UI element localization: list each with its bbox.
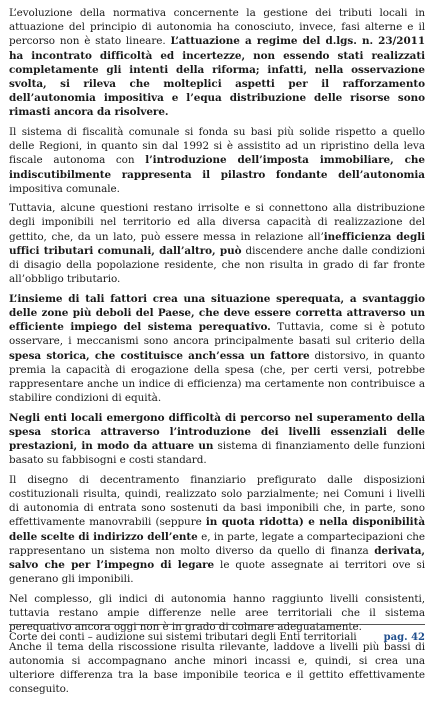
- page-number: pag. 42: [383, 632, 425, 643]
- text-run: e, in parte, legate a compartecipazioni che rappresentano un sistema non molto diverso da quello di finanza: [9, 530, 425, 557]
- paragraph: [9, 125, 425, 196]
- body-text: [9, 6, 425, 702]
- text-run: Nel complesso, gli indici di autonomia hanno raggiunto livelli consistenti, tuttavia restano ampie differenze nelle aree territoriali che il sistema perequativo ancora oggi non è in grado di colmare adeguatamente.: [9, 592, 425, 634]
- bold-text: in quota ridotta) e nella disponibilità delle scelte di indirizzo dell’ente: [9, 516, 425, 543]
- bold-text: inefficienza degli uffici tributari comunali, dall’altro, può: [9, 230, 425, 257]
- paragraph: [9, 640, 425, 697]
- text-run: L’evoluzione della normativa concernente la gestione dei tributi locali in attuazione del principio di autonomia ha conosciuto, invece, fasi alterne e il percorso non è stato lineare.: [9, 7, 425, 48]
- text-run: Il sistema di fiscalità comunale si fonda su basi più solide rispetto a quello delle Regioni, in quanto sin dal 1992 si è assistito ad un ripristino della leva fiscale autonoma con: [9, 125, 425, 167]
- text-run: distorsivo, in quanto premia la capacità di erogazione della spesa (che, per certi versi, potrebbe rappresentare anche un indice di efficienza) ma certamente non contribuisce a stabilire condizioni di equità.: [9, 349, 425, 405]
- bold-text: L’attuazione a regime del d.lgs. n. 23/2011 ha incontrato difficoltà ed incertezze, non essendo stati realizzati completamente gli intenti della riforma; infatti, nella osservazione svolta, si rileva che molteplici aspetti per il rafforzamento dell’autonomia impositiva e l’equa distribuzione delle risorse sono rimasti ancora da risolvere.: [9, 35, 426, 119]
- paragraph: [9, 411, 425, 468]
- text-run: Il disegno di decentramento finanziario prefigurato dalle disposizioni costituzionali risulta, quindi, realizzato solo parzialmente; nei Comuni i livelli di autonomia di entrata sono sostenuti da basi imponibili che, in parte, sono effettivamente manovrabili (seppure: [9, 473, 425, 529]
- bold-text: Negli enti locali emergono difficoltà di percorso nel superamento della spesa storica attraverso l’introduzione dei livelli essenziali delle prestazioni, in modo da attuare un: [9, 411, 425, 453]
- text-run: Tuttavia, alcune questioni restano irrisolte e si connettono alla distribuzione degli imponibili nel territorio ed alla diversa capacità di realizzazione del gettito, che, da un lato, può essere messa in relazione all’: [9, 202, 425, 243]
- paragraph: [9, 292, 425, 406]
- text-run: impositiva comunale.: [9, 182, 120, 195]
- bold-text: spesa storica, che costituisce anch’essa un fattore: [9, 349, 310, 362]
- bold-text: derivata, salvo che per l’impegno di legare: [9, 544, 425, 571]
- text-run: Tuttavia, come si è potuto osservare, i meccanismi sono ancora principalmente basati sul criterio della: [9, 321, 426, 348]
- text-run: sistema di finanziamento delle funzioni basato su fabbisogni e costi standard.: [9, 440, 425, 467]
- paragraph: [9, 201, 425, 286]
- page-footer: [9, 624, 425, 644]
- paragraph: [9, 473, 425, 587]
- text-run: discendere anche dalle condizioni di disagio della popolazione residente, che non risulta in grado di far fronte all’obbligo tributario.: [9, 244, 425, 286]
- paragraph: [9, 6, 425, 120]
- bold-text: L’insieme di tali fattori crea una situazione sperequata, a svantaggio delle zone più deboli del Paese, che deve essere corretta attraverso un efficiente impiego del sistema perequativo.: [9, 292, 425, 334]
- text-run: le quote assegnate ai territori ove si generano gli imponibili.: [9, 559, 425, 586]
- text-run: Anche il tema della riscossione risulta rilevante, laddove a livelli più bassi di autonomia si accompagnano anche minori incassi e, quindi, si crea una ulteriore differenza tra la base imponibile teorica e il gettito effettivamente conseguito.: [9, 640, 425, 696]
- footer-title: Corte dei conti – audizione sui sistemi tributari degli Enti territoriali: [9, 632, 357, 643]
- bold-text: l’introduzione dell’imposta immobiliare, che indiscutibilmente rappresenta il pilastro fondante dell’autonomia: [9, 154, 425, 181]
